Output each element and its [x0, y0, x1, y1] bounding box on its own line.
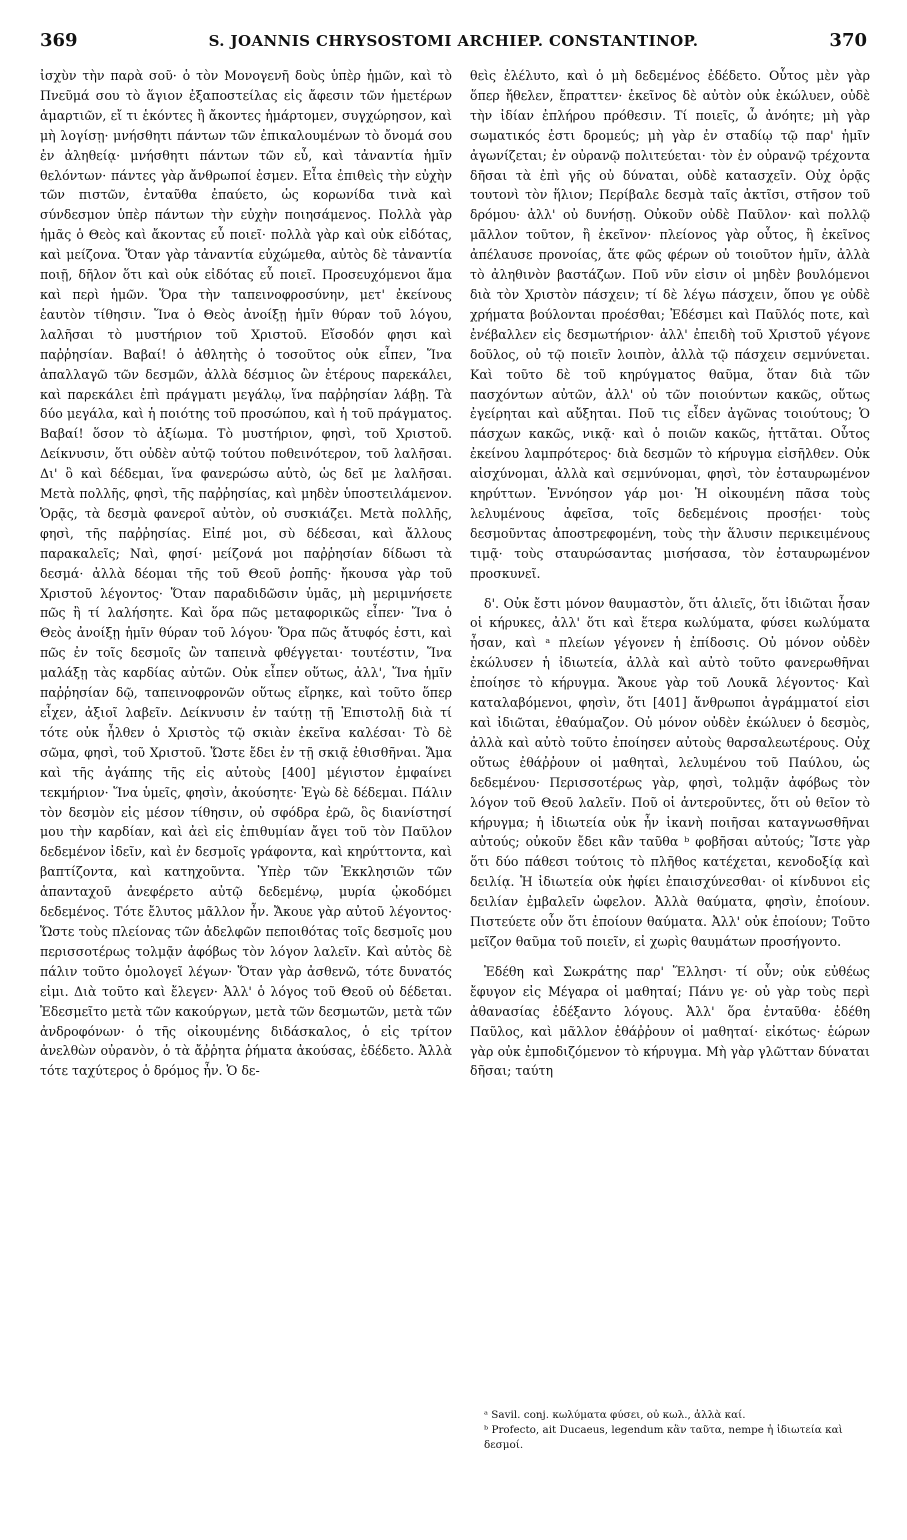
right-paragraph-1: θεὶς ἐλέλυτο, καὶ ὁ μὴ δεδεμένος ἐδέδετο. Οὗτος μὲν γὰρ ὅπερ ἤθελεν, ἔπραττεν· ἐκεῖνος δὲ αὐτὸν οὐκ ἐκώλυεν, οὐδὲ τὴν ἰδίαν ἐπλήρου πρόθεσιν. Τί ποιεῖς, ὦ ἀνόητε; μὴ γὰρ σωματικός ἐστι δρομεύς; μὴ γὰρ ἐν σταδίῳ τῷ παρ' ἡμῖν ἀγωνίζεται; ἐν οὐρανῷ πολιτεύεται· τὸν ἐν οὐρανῷ τρέχοντα δῆσαι τὰ ἐπὶ γῆς οὐ δύναται, οὐδὲ κατασχεῖν. Οὐχ ὁρᾷς τουτονὶ τὸν ἥλιον; Περίβαλε δεσμὰ ταῖς ἀκτῖσι, στῆσον τοῦ δρόμου· ἀλλ' οὐ δυνήσῃ. Οὐκοῦν οὐδὲ Παῦλον· καὶ πολλῷ μᾶλλον τοῦτον, ἢ ἐκεῖνον· πλείονος γὰρ οὗτος, ἢ ἐκεῖνος ἀπέλαυσε προνοίας, ἅτε φῶς φέρων οὐ τοιοῦτον ἡμῖν, ἀλλὰ τὸ ἀληθινὸν βαστάζων. Ποῦ νῦν εἰσιν οἱ μηδὲν βουλόμενοι διὰ τὸν Χριστὸν πάσχειν; τί δὲ λέγω πάσχειν, ὅπου γε οὐδὲ χρήματα βούλονται προέσθαι; Ἐδέσμει καὶ Παῦλός ποτε, καὶ ἐνέβαλλεν εἰς δεσμωτήριον· ἀλλ' ἐπειδὴ τοῦ Χριστοῦ γέγονε δοῦλος, οὐ τῷ ποιεῖν λοιπὸν, ἀλλὰ τῷ πάσχειν σεμνύνεται. Καὶ τοῦτο δὲ τοῦ κηρύγματος θαῦμα, ὅταν διὰ τῶν πασχόντων αὐτῶν, ἀλλ' οὐ τῶν ποιούντων κακῶς, οὕτως ἐγείρηται καὶ αὔξηται. Ποῦ τις εἶδεν ἀγῶνας τοιούτους; Ὁ πάσχων κακῶς, νικᾷ· καὶ ὁ ποιῶν κακῶς, ἡττᾶται. Οὗτος ἐκείνου λαμπρότερος· διὰ δεσμῶν τὸ κήρυγμα εἰσῆλθεν. Οὐκ αἰσχύνομαι, ἀλλὰ καὶ σεμνύνομαι, φησὶ, τὸν ἐσταυρωμένον κηρύττων. Ἐννόησον γάρ μοι· Ἡ οἰκουμένη πᾶσα τοὺς λελυμένους ἀφεῖσα, τοῖς δεδεμένοις προσῄει· τοὺς δεσμοῦντας ἀποστρεφομένη, τοὺς τὴν ἅλυσιν περικειμένους τιμᾷ· τοὺς σταυρώσαντας μισήσασα, τὸν ἐσταυρωμένον προσκυνεῖ. [470, 68, 870, 581]
running-header [40, 30, 867, 60]
page-number-right: 370 [829, 30, 867, 51]
right-column [470, 66, 870, 1081]
right-paragraph-2: δ'. Οὐκ ἔστι μόνον θαυμαστὸν, ὅτι ἁλιεῖς, ὅτι ἰδιῶται ἦσαν οἱ κήρυκες, ἀλλ' ὅτι καὶ ἕτερα κωλύματα, φύσει κωλύματα ἦσαν, καὶ ᵃ πλείων γέγονεν ἡ ἐπίδοσις. Οὐ μόνον οὐδὲν ἐκώλυσεν ἡ ἰδιωτεία, ἀλλὰ καὶ αὐτὸ τοῦτο φανερωθῆναι ἐποίησε τὸ κήρυγμα. Ἄκουε γὰρ τοῦ Λουκᾶ λέγοντος· Καὶ καταλαβόμενοι, φησὶν, ὅτι [401] ἄνθρωποι ἀγράμματοί εἰσι καὶ ἰδιῶται, ἐθαύμαζον. Οὐ μόνον οὐδὲν ἐκώλυεν ὁ δεσμὸς, ἀλλὰ καὶ αὐτὸ τοῦτο ἐποίησεν αὐτοὺς θαρσαλεωτέρους. Οὐχ οὕτως ἐθάῤῥουν οἱ μαθηταὶ, λελυμένου τοῦ Παύλου, ὡς δεδεμένου· Περισσοτέρως γὰρ, φησὶ, τολμᾷν ἀφόβως τὸν λόγον τοῦ Θεοῦ λαλεῖν. Ποῦ οἱ ἀντεροῦντες, ὅτι οὐ θεῖον τὸ κήρυγμα; ἡ ἰδιωτεία οὐκ ἦν ἱκανὴ ποιῆσαι καταγνωσθῆναι αὐτούς; οὐκοῦν ἔδει κἂν ταῦθα ᵇ φοβῆσαι αὐτούς; Ἴστε γὰρ ὅτι δύο πάθεσι τούτοις τὸ πλῆθος κατέχεται, κενοδοξίᾳ καὶ δειλίᾳ. Ἡ ἰδιωτεία οὐκ ἠφίει ἐπαισχύνεσθαι· οἱ κίνδυνοι εἰς δειλίαν ἐμβαλεῖν ὠφελον. Ἀλλὰ θαύματα, φησὶν, ἐποίουν. Πιστεύετε οὖν ὅτι ἐποίουν θαύματα. Ἀλλ' οὐκ ἐποίουν; Τοῦτο μεῖζον θαῦμα τοῦ ποιεῖν, εἰ χωρὶς θαυμάτων προσήγοντο. [470, 595, 870, 949]
footnote-b: ᵇ Profecto, ait Ducaeus, legendum κἂν ταῦτα, nempe ἡ ἰδιωτεία καὶ δεσμοί. [484, 1424, 843, 1451]
footnotes [470, 1408, 870, 1453]
left-paragraph: ἰσχὺν τὴν παρὰ σοῦ· ὁ τὸν Μονογενῆ δοὺς ὑπὲρ ἡμῶν, καὶ τὸ Πνεῦμά σου τὸ ἅγιον ἐξαποστείλας εἰς ἄφεσιν τῶν ἡμετέρων ἁμαρτιῶν, εἴ τι ἑκόντες ἢ ἄκοντες ἡμάρτομεν, συγχώρησον, καὶ μὴ λογίσῃ· μνήσθητι πάντων τῶν ἐπικαλουμένων τὸ ὄνομά σου ἐν ἀληθείᾳ· μνήσθητι πάντων τῶν εὖ, καὶ τἀναντία ἡμῖν θελόντων· πάντες γὰρ ἄνθρωποί ἐσμεν. Εἶτα ἐπιθεὶς τὴν εὐχὴν τῶν πιστῶν, ἐνταῦθα ἐπαύετο, ὡς κορωνίδα τινὰ καὶ σύνδεσμον ὑπὲρ πάντων τὴν εὐχὴν ποιησάμενος. Πολλὰ γὰρ ἡμᾶς ὁ Θεὸς καὶ ἄκοντας εὖ ποιεῖ· πολλὰ γὰρ καὶ οὐκ εἰδότας, καὶ μείζονα. Ὅταν γὰρ τἀναντία εὐχώμεθα, αὐτὸς δὲ τἀναντία ποιῇ, δῆλον ὅτι καὶ οὐκ εἰδότας εὖ ποιεῖ. Προσευχόμενοι ἅμα καὶ περὶ ἡμῶν. Ὅρα τὴν ταπεινοφροσύνην, μετ' ἐκείνους ἑαυτὸν τίθησιν. Ἵνα ὁ Θεὸς ἀνοίξῃ ἡμῖν θύραν τοῦ λόγου, λαλῆσαι τὸ μυστήριον τοῦ Χριστοῦ. Εἴσοδόν φησι καὶ παῤῥησίαν. Βαβαί! ὁ ἀθλητὴς ὁ τοσοῦτος οὐκ εἶπεν, Ἵνα ἀπαλλαγῶ τῶν δεσμῶν, ἀλλὰ δέσμιος ὢν ἑτέρους παρεκάλει, καὶ παρεκάλει ἐπὶ πράγματι μεγάλῳ, ἵνα παῤῥησίαν λάβῃ. Τὰ δύο μεγάλα, καὶ ἡ ποιότης τοῦ προσώπου, καὶ ἡ τοῦ πράγματος. Βαβαί! ὅσον τὸ ἀξίωμα. Τὸ μυστήριον, φησὶ, τοῦ Χριστοῦ. Δείκνυσιν, ὅτι οὐδὲν αὐτῷ τούτου ποθεινότερον, τοῦ λαλῆσαι. Δι' ὃ καὶ δέδεμαι, ἵνα φανερώσω αὐτὸ, ὡς δεῖ με λαλῆσαι. Μετὰ πολλῆς, φησὶ, τῆς παῤῥησίας, καὶ μηδὲν ὑποστειλάμενον. Ὁρᾷς, τὰ δεσμὰ φανεροῖ αὐτὸν, οὐ συσκιάζει. Μετὰ πολλῆς, φησὶ, τῆς παῤῥησίας. Εἰπέ μοι, σὺ δέδεσαι, καὶ ἄλλους παρακαλεῖς; Ναὶ, φησί· μείζονά μοι παῤῥησίαν δίδωσι τὰ δεσμά· ἀλλὰ δέομαι τῆς τοῦ Θεοῦ ῥοπῆς· ἤκουσα γὰρ τοῦ Χριστοῦ λέγοντος· Ὅταν παραδιδῶσιν ὑμᾶς, μὴ μεριμνήσετε πῶς ἢ τί λαλήσητε. Καὶ ὅρα πῶς μεταφορικῶς εἶπεν· Ἵνα ὁ Θεὸς ἀνοίξῃ ἡμῖν θύραν τοῦ λόγου· Ὅρα πῶς ἄτυφός ἐστι, καὶ πῶς ἐν τοῖς δεσμοῖς ὢν ταπεινὰ φθέγγεται· τουτέστιν, Ἵνα μαλάξῃ τὰς καρδίας αὐτῶν. Οὐκ εἶπεν οὕτως, ἀλλ', Ἵνα ἡμῖν παῤῥησίαν δῷ, ταπεινοφρονῶν οὕτως εἴρηκε, καὶ τοῦτο ὅπερ εἶχεν, ἀξιοῖ λαβεῖν. Δείκνυσιν ἐν ταύτῃ τῇ Ἐπιστολῇ διὰ τί τότε οὐκ ἦλθεν ὁ Χριστὸς τῷ σκιὰν ἐκεῖνα καλέσαι· Τὸ δὲ σῶμα, φησὶ, τοῦ Χριστοῦ. Ὥστε ἔδει ἐν τῇ σκιᾷ ἐθισθῆναι. Ἅμα καὶ τῆς ἀγάπης τῆς εἰς αὐτοὺς [400] μέγιστον ἐμφαίνει τεκμήριον· Ἵνα ὑμεῖς, φησὶν, ἀκούσητε· Ἐγὼ δὲ δέδεμαι. Πάλιν τὸν δεσμὸν εἰς μέσον τίθησιν, οὐ σφόδρα ἐρῶ, ὃς διανίστησί μου τὴν καρδίαν, καὶ ἀεὶ εἰς ἐπιθυμίαν ἄγει τοῦ τὸν Παῦλον δεδεμένον ἰδεῖν, καὶ ἐν δεσμοῖς γράφοντα, καὶ κηρύττοντα, καὶ βαπτίζοντα, καὶ κατηχοῦντα. Ὑπὲρ τῶν Ἐκκλησιῶν τῶν ἁπανταχοῦ ἀνεφέρετο αὐτῷ δεδεμένῳ, μυρία ᾠκοδόμει δεδεμένος. Τότε ἔλυτος μᾶλλον ἦν. Ἄκουε γὰρ αὐτοῦ λέγοντος· Ὥστε τοὺς πλείονας τῶν ἀδελφῶν πεποιθότας τοῖς δεσμοῖς μου περισσοτέρως τολμᾷν ἀφόβως τὸν λόγον λαλεῖν. Καὶ αὐτὸς δὲ πάλιν τοῦτο ὁμολογεῖ λέγων· Ὅταν γὰρ ἀσθενῶ, τότε δυνατός εἰμι. Διὰ τοῦτο καὶ ἔλεγεν· Ἀλλ' ὁ λόγος τοῦ Θεοῦ οὐ δέδεται. Ἐδεσμεῖτο μετὰ τῶν κακούργων, μετὰ τῶν δεσμωτῶν, μετὰ τῶν ἀνδροφόνων· ὁ τῆς οἰκουμένης διδάσκαλος, ὁ εἰς τρίτον ἀνελθὼν οὐρανὸν, ὁ τὰ ἄῤῥητα ῥήματα ἀκούσας, ἐδέδετο. Ἀλλὰ τότε ταχύτερος ὁ δρόμος ἦν. Ὁ δε- [40, 68, 452, 1079]
running-title: S. JOANNIS CHRYSOSTOMI ARCHIEP. CONSTANTINOP. [208, 32, 699, 50]
page-number-left: 369 [40, 30, 78, 51]
left-column [40, 66, 452, 1081]
footnote-a: ᵃ Savil. conj. κωλύματα φύσει, οὐ κωλ., ἀλλὰ καί. [484, 1409, 746, 1421]
right-paragraph-3: Ἐδέθη καὶ Σωκράτης παρ' Ἕλλησι· τί οὖν; οὐκ εὐθέως ἔφυγον εἰς Μέγαρα οἱ μαθηταί; Πάνυ γε· οὐ γὰρ τοὺς περὶ ἀθανασίας ἐδέξαντο λόγους. Ἀλλ' ὅρα ἐνταῦθα· ἐδέθη Παῦλος, καὶ μᾶλλον ἐθάῤῥουν οἱ μαθηταί· εἰκότως· ἑώρων γὰρ οὐκ ἐμποδιζόμενον τὸ κήρυγμα. Μὴ γὰρ γλῶτταν δύναται δῆσαι; ταύτη [470, 963, 870, 1079]
